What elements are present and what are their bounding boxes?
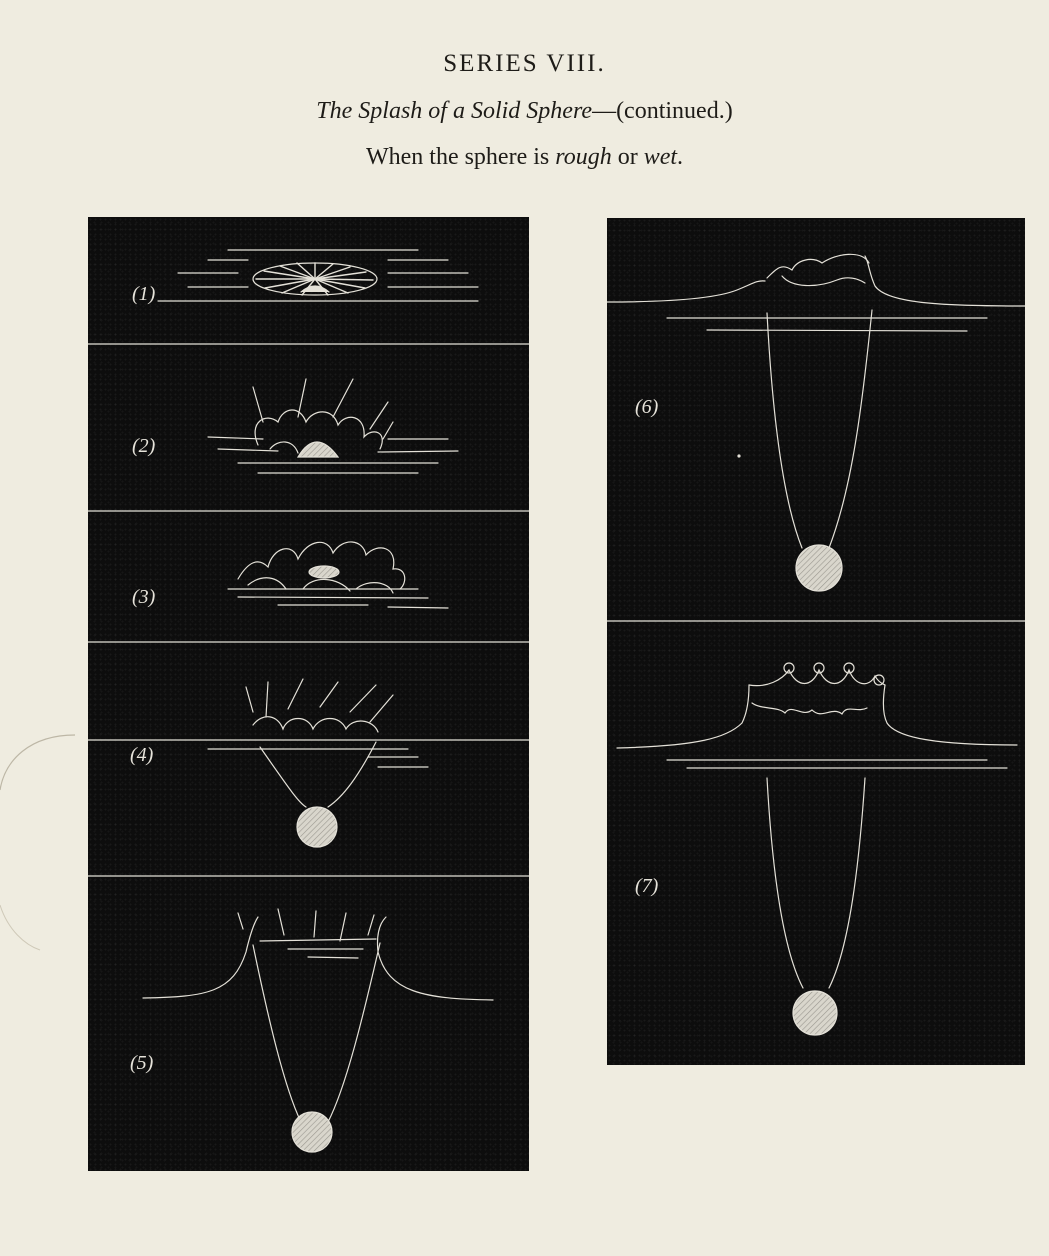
condition-wet: wet — [643, 144, 678, 170]
figure-label-1: (1) — [132, 283, 156, 305]
condition-suffix: . — [677, 144, 684, 170]
plate-subtitle — [0, 98, 1049, 125]
figure-1-drawing — [158, 250, 478, 301]
figure-label-5: (5) — [130, 1052, 154, 1074]
figure-4-drawing — [88, 679, 529, 847]
figure-label-2: (2) — [132, 435, 156, 457]
plate-condition — [0, 144, 1049, 171]
figure-label-7: (7) — [635, 875, 659, 897]
series-title: SERIES VIII. — [443, 50, 606, 77]
left-plate — [88, 217, 529, 1171]
figure-2-drawing — [208, 379, 458, 473]
condition-or: or — [611, 144, 644, 170]
subtitle-continued: —(continued.) — [592, 98, 733, 124]
right-plate — [607, 218, 1025, 1065]
figure-label-3: (3) — [132, 586, 156, 608]
figure-5-drawing — [143, 909, 493, 1152]
left-plate-drawings — [88, 217, 529, 1171]
condition-prefix: When the sphere is — [365, 144, 556, 170]
subtitle-italic: The Splash of a Solid Sphere — [316, 98, 593, 124]
condition-rough: rough — [555, 144, 612, 170]
figure-label-6: (6) — [635, 396, 659, 418]
right-plate-drawings — [607, 218, 1025, 1065]
figure-3-drawing — [228, 542, 448, 608]
figure-6-drawing — [607, 254, 1025, 591]
page-edge-mark — [0, 0, 90, 1256]
figure-label-4: (4) — [130, 744, 154, 766]
figure-7-drawing — [617, 663, 1017, 1035]
